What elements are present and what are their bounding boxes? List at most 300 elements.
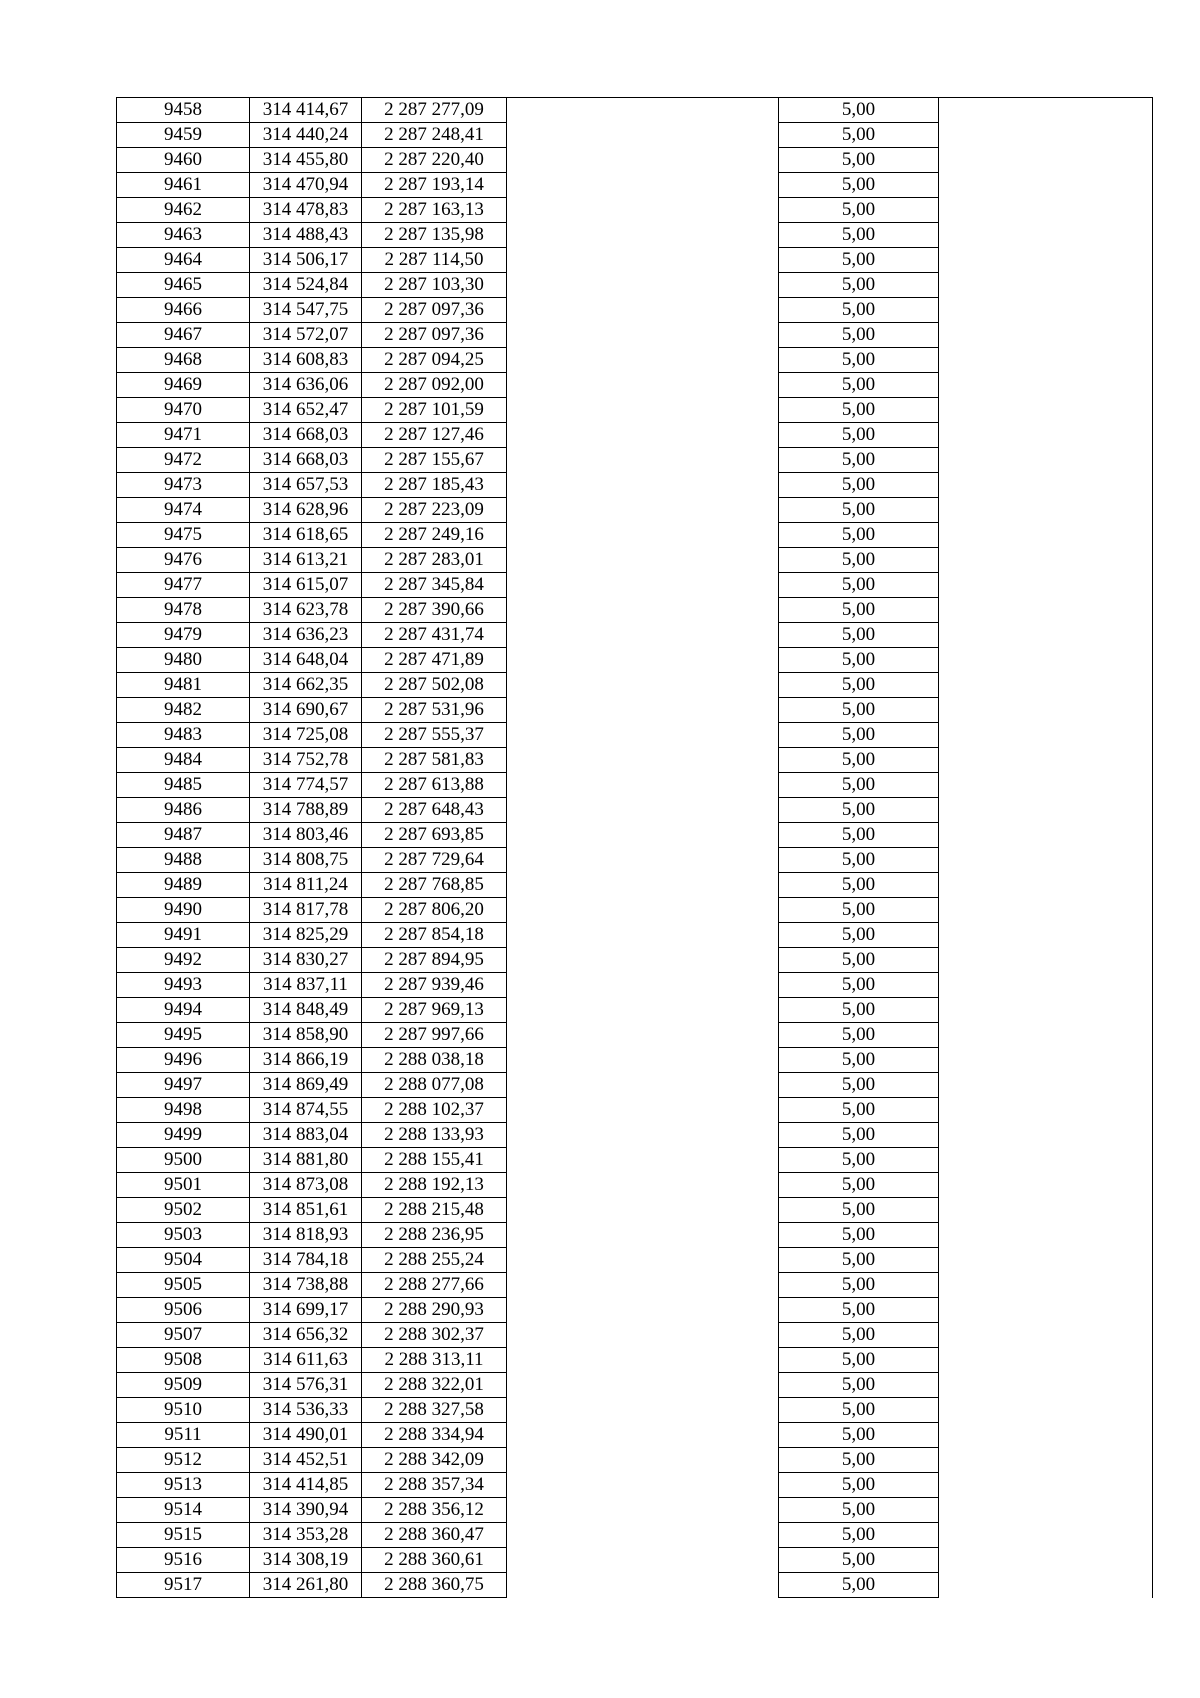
- table-row: [117, 223, 1153, 248]
- x-coordinate-cell: 314 636,06: [250, 373, 362, 398]
- blank-cell: [939, 1223, 1153, 1248]
- table-row: [117, 598, 1153, 623]
- blank-cell: [507, 973, 779, 998]
- blank-cell: [507, 948, 779, 973]
- table-row: [117, 248, 1153, 273]
- blank-cell: [939, 873, 1153, 898]
- point-number-cell: 9497: [117, 1073, 250, 1098]
- blank-cell: [507, 1173, 779, 1198]
- y-coordinate-cell: 2 288 334,94: [362, 1423, 507, 1448]
- point-number-cell: 9491: [117, 923, 250, 948]
- y-coordinate-cell: 2 288 360,61: [362, 1548, 507, 1573]
- blank-cell: [507, 1273, 779, 1298]
- x-coordinate-cell: 314 851,61: [250, 1198, 362, 1223]
- blank-cell: [507, 498, 779, 523]
- error-value-cell: 5,00: [779, 1098, 939, 1123]
- error-value-cell: 5,00: [779, 173, 939, 198]
- error-value-cell: 5,00: [779, 1523, 939, 1548]
- y-coordinate-cell: 2 288 322,01: [362, 1373, 507, 1398]
- table-row: [117, 848, 1153, 873]
- blank-cell: [507, 873, 779, 898]
- table-row: [117, 723, 1153, 748]
- blank-cell: [507, 723, 779, 748]
- blank-cell: [939, 548, 1153, 573]
- point-number-cell: 9501: [117, 1173, 250, 1198]
- table-row: [117, 1373, 1153, 1398]
- error-value-cell: 5,00: [779, 1048, 939, 1073]
- blank-cell: [939, 298, 1153, 323]
- table-row: [117, 1423, 1153, 1448]
- error-value-cell: 5,00: [779, 148, 939, 173]
- error-value-cell: 5,00: [779, 948, 939, 973]
- table-row: [117, 923, 1153, 948]
- error-value-cell: 5,00: [779, 798, 939, 823]
- x-coordinate-cell: 314 738,88: [250, 1273, 362, 1298]
- blank-cell: [939, 723, 1153, 748]
- blank-cell: [507, 1223, 779, 1248]
- blank-cell: [939, 823, 1153, 848]
- y-coordinate-cell: 2 287 223,09: [362, 498, 507, 523]
- error-value-cell: 5,00: [779, 823, 939, 848]
- x-coordinate-cell: 314 883,04: [250, 1123, 362, 1148]
- table-row: [117, 148, 1153, 173]
- table-row: [117, 1248, 1153, 1273]
- error-value-cell: 5,00: [779, 473, 939, 498]
- x-coordinate-cell: 314 547,75: [250, 298, 362, 323]
- error-value-cell: 5,00: [779, 873, 939, 898]
- error-value-cell: 5,00: [779, 1298, 939, 1323]
- table-row: [117, 573, 1153, 598]
- table-row: [117, 1023, 1153, 1048]
- blank-cell: [939, 498, 1153, 523]
- blank-cell: [939, 1198, 1153, 1223]
- point-number-cell: 9500: [117, 1148, 250, 1173]
- table-row: [117, 198, 1153, 223]
- blank-cell: [507, 1098, 779, 1123]
- point-number-cell: 9509: [117, 1373, 250, 1398]
- blank-cell: [507, 1523, 779, 1548]
- x-coordinate-cell: 314 874,55: [250, 1098, 362, 1123]
- blank-cell: [939, 1148, 1153, 1173]
- error-value-cell: 5,00: [779, 298, 939, 323]
- table-row: [117, 1523, 1153, 1548]
- point-number-cell: 9479: [117, 623, 250, 648]
- table-row: [117, 1173, 1153, 1198]
- blank-cell: [939, 1248, 1153, 1273]
- point-number-cell: 9468: [117, 348, 250, 373]
- table-row: [117, 98, 1153, 123]
- table-row: [117, 648, 1153, 673]
- x-coordinate-cell: 314 611,63: [250, 1348, 362, 1373]
- x-coordinate-cell: 314 572,07: [250, 323, 362, 348]
- x-coordinate-cell: 314 784,18: [250, 1248, 362, 1273]
- error-value-cell: 5,00: [779, 923, 939, 948]
- table-row: [117, 1498, 1153, 1523]
- error-value-cell: 5,00: [779, 1548, 939, 1573]
- blank-cell: [939, 773, 1153, 798]
- point-number-cell: 9485: [117, 773, 250, 798]
- point-number-cell: 9481: [117, 673, 250, 698]
- y-coordinate-cell: 2 287 555,37: [362, 723, 507, 748]
- blank-cell: [939, 848, 1153, 873]
- table-row: [117, 1198, 1153, 1223]
- y-coordinate-cell: 2 287 193,14: [362, 173, 507, 198]
- x-coordinate-cell: 314 808,75: [250, 848, 362, 873]
- point-number-cell: 9467: [117, 323, 250, 348]
- x-coordinate-cell: 314 636,23: [250, 623, 362, 648]
- point-number-cell: 9474: [117, 498, 250, 523]
- y-coordinate-cell: 2 287 135,98: [362, 223, 507, 248]
- point-number-cell: 9473: [117, 473, 250, 498]
- blank-cell: [507, 548, 779, 573]
- point-number-cell: 9505: [117, 1273, 250, 1298]
- blank-cell: [507, 748, 779, 773]
- blank-cell: [507, 1423, 779, 1448]
- y-coordinate-cell: 2 287 894,95: [362, 948, 507, 973]
- point-number-cell: 9470: [117, 398, 250, 423]
- x-coordinate-cell: 314 308,19: [250, 1548, 362, 1573]
- blank-cell: [507, 1473, 779, 1498]
- blank-cell: [507, 298, 779, 323]
- error-value-cell: 5,00: [779, 1073, 939, 1098]
- point-number-cell: 9463: [117, 223, 250, 248]
- table-row: [117, 1448, 1153, 1473]
- y-coordinate-cell: 2 287 094,25: [362, 348, 507, 373]
- error-value-cell: 5,00: [779, 323, 939, 348]
- point-number-cell: 9487: [117, 823, 250, 848]
- y-coordinate-cell: 2 287 155,67: [362, 448, 507, 473]
- point-number-cell: 9459: [117, 123, 250, 148]
- blank-cell: [939, 748, 1153, 773]
- blank-cell: [507, 248, 779, 273]
- table-row: [117, 1048, 1153, 1073]
- error-value-cell: 5,00: [779, 448, 939, 473]
- y-coordinate-cell: 2 287 471,89: [362, 648, 507, 673]
- error-value-cell: 5,00: [779, 1423, 939, 1448]
- blank-cell: [939, 98, 1153, 123]
- y-coordinate-cell: 2 288 102,37: [362, 1098, 507, 1123]
- point-number-cell: 9499: [117, 1123, 250, 1148]
- blank-cell: [939, 1498, 1153, 1523]
- point-number-cell: 9506: [117, 1298, 250, 1323]
- y-coordinate-cell: 2 287 103,30: [362, 273, 507, 298]
- y-coordinate-cell: 2 288 077,08: [362, 1073, 507, 1098]
- blank-cell: [939, 1373, 1153, 1398]
- blank-cell: [507, 898, 779, 923]
- blank-cell: [507, 1298, 779, 1323]
- y-coordinate-cell: 2 288 302,37: [362, 1323, 507, 1348]
- blank-cell: [507, 1548, 779, 1573]
- y-coordinate-cell: 2 287 648,43: [362, 798, 507, 823]
- point-number-cell: 9514: [117, 1498, 250, 1523]
- error-value-cell: 5,00: [779, 648, 939, 673]
- error-value-cell: 5,00: [779, 1023, 939, 1048]
- y-coordinate-cell: 2 287 768,85: [362, 873, 507, 898]
- x-coordinate-cell: 314 873,08: [250, 1173, 362, 1198]
- error-value-cell: 5,00: [779, 1473, 939, 1498]
- table-row: [117, 1573, 1153, 1598]
- table-row: [117, 323, 1153, 348]
- blank-cell: [939, 1298, 1153, 1323]
- table-row: [117, 1548, 1153, 1573]
- point-number-cell: 9489: [117, 873, 250, 898]
- error-value-cell: 5,00: [779, 898, 939, 923]
- y-coordinate-cell: 2 288 356,12: [362, 1498, 507, 1523]
- x-coordinate-cell: 314 490,01: [250, 1423, 362, 1448]
- point-number-cell: 9488: [117, 848, 250, 873]
- point-number-cell: 9492: [117, 948, 250, 973]
- point-number-cell: 9495: [117, 1023, 250, 1048]
- blank-cell: [507, 1148, 779, 1173]
- table-row: [117, 123, 1153, 148]
- y-coordinate-cell: 2 287 114,50: [362, 248, 507, 273]
- blank-cell: [507, 1348, 779, 1373]
- blank-cell: [507, 223, 779, 248]
- error-value-cell: 5,00: [779, 698, 939, 723]
- y-coordinate-cell: 2 288 255,24: [362, 1248, 507, 1273]
- blank-cell: [939, 623, 1153, 648]
- blank-cell: [507, 623, 779, 648]
- y-coordinate-cell: 2 287 693,85: [362, 823, 507, 848]
- blank-cell: [507, 448, 779, 473]
- blank-cell: [939, 998, 1153, 1023]
- table-row: [117, 973, 1153, 998]
- x-coordinate-cell: 314 699,17: [250, 1298, 362, 1323]
- point-number-cell: 9502: [117, 1198, 250, 1223]
- table-row: [117, 523, 1153, 548]
- table-row: [117, 1123, 1153, 1148]
- x-coordinate-cell: 314 866,19: [250, 1048, 362, 1073]
- error-value-cell: 5,00: [779, 1198, 939, 1223]
- error-value-cell: 5,00: [779, 623, 939, 648]
- point-number-cell: 9469: [117, 373, 250, 398]
- point-number-cell: 9490: [117, 898, 250, 923]
- y-coordinate-cell: 2 287 092,00: [362, 373, 507, 398]
- blank-cell: [939, 898, 1153, 923]
- x-coordinate-cell: 314 628,96: [250, 498, 362, 523]
- x-coordinate-cell: 314 455,80: [250, 148, 362, 173]
- error-value-cell: 5,00: [779, 998, 939, 1023]
- blank-cell: [507, 1248, 779, 1273]
- error-value-cell: 5,00: [779, 1173, 939, 1198]
- blank-cell: [939, 1348, 1153, 1373]
- error-value-cell: 5,00: [779, 1273, 939, 1298]
- blank-cell: [939, 673, 1153, 698]
- point-number-cell: 9483: [117, 723, 250, 748]
- x-coordinate-cell: 314 881,80: [250, 1148, 362, 1173]
- x-coordinate-cell: 314 690,67: [250, 698, 362, 723]
- blank-cell: [507, 1498, 779, 1523]
- y-coordinate-cell: 2 288 155,41: [362, 1148, 507, 1173]
- point-number-cell: 9477: [117, 573, 250, 598]
- blank-cell: [939, 1173, 1153, 1198]
- blank-cell: [507, 273, 779, 298]
- error-value-cell: 5,00: [779, 1398, 939, 1423]
- blank-cell: [507, 998, 779, 1023]
- y-coordinate-cell: 2 287 729,64: [362, 848, 507, 873]
- error-value-cell: 5,00: [779, 573, 939, 598]
- point-number-cell: 9460: [117, 148, 250, 173]
- blank-cell: [939, 1023, 1153, 1048]
- table-row: [117, 398, 1153, 423]
- x-coordinate-cell: 314 478,83: [250, 198, 362, 223]
- x-coordinate-cell: 314 613,21: [250, 548, 362, 573]
- x-coordinate-cell: 314 662,35: [250, 673, 362, 698]
- point-number-cell: 9512: [117, 1448, 250, 1473]
- y-coordinate-cell: 2 288 215,48: [362, 1198, 507, 1223]
- error-value-cell: 5,00: [779, 248, 939, 273]
- x-coordinate-cell: 314 608,83: [250, 348, 362, 373]
- error-value-cell: 5,00: [779, 198, 939, 223]
- y-coordinate-cell: 2 287 581,83: [362, 748, 507, 773]
- y-coordinate-cell: 2 288 290,93: [362, 1298, 507, 1323]
- x-coordinate-cell: 314 788,89: [250, 798, 362, 823]
- blank-cell: [939, 348, 1153, 373]
- blank-cell: [507, 673, 779, 698]
- y-coordinate-cell: 2 287 220,40: [362, 148, 507, 173]
- blank-cell: [939, 1098, 1153, 1123]
- y-coordinate-cell: 2 287 248,41: [362, 123, 507, 148]
- x-coordinate-cell: 314 440,24: [250, 123, 362, 148]
- y-coordinate-cell: 2 288 360,75: [362, 1573, 507, 1598]
- blank-cell: [939, 273, 1153, 298]
- table-row: [117, 298, 1153, 323]
- blank-cell: [939, 1323, 1153, 1348]
- blank-cell: [939, 973, 1153, 998]
- y-coordinate-cell: 2 287 101,59: [362, 398, 507, 423]
- y-coordinate-cell: 2 287 249,16: [362, 523, 507, 548]
- y-coordinate-cell: 2 288 357,34: [362, 1473, 507, 1498]
- point-number-cell: 9503: [117, 1223, 250, 1248]
- y-coordinate-cell: 2 287 345,84: [362, 573, 507, 598]
- error-value-cell: 5,00: [779, 1248, 939, 1273]
- x-coordinate-cell: 314 652,47: [250, 398, 362, 423]
- y-coordinate-cell: 2 287 997,66: [362, 1023, 507, 1048]
- blank-cell: [507, 573, 779, 598]
- table-row: [117, 698, 1153, 723]
- x-coordinate-cell: 314 817,78: [250, 898, 362, 923]
- x-coordinate-cell: 314 803,46: [250, 823, 362, 848]
- x-coordinate-cell: 314 353,28: [250, 1523, 362, 1548]
- table-row: [117, 748, 1153, 773]
- blank-cell: [507, 523, 779, 548]
- point-number-cell: 9507: [117, 1323, 250, 1348]
- table-row: [117, 1073, 1153, 1098]
- blank-cell: [507, 148, 779, 173]
- error-value-cell: 5,00: [779, 398, 939, 423]
- point-number-cell: 9471: [117, 423, 250, 448]
- blank-cell: [939, 698, 1153, 723]
- x-coordinate-cell: 314 618,65: [250, 523, 362, 548]
- table-row: [117, 348, 1153, 373]
- x-coordinate-cell: 314 524,84: [250, 273, 362, 298]
- point-number-cell: 9486: [117, 798, 250, 823]
- point-number-cell: 9517: [117, 1573, 250, 1598]
- blank-cell: [939, 398, 1153, 423]
- error-value-cell: 5,00: [779, 673, 939, 698]
- table-row: [117, 473, 1153, 498]
- point-number-cell: 9476: [117, 548, 250, 573]
- blank-cell: [507, 848, 779, 873]
- y-coordinate-cell: 2 287 939,46: [362, 973, 507, 998]
- y-coordinate-cell: 2 288 133,93: [362, 1123, 507, 1148]
- table-row: [117, 823, 1153, 848]
- blank-cell: [507, 198, 779, 223]
- error-value-cell: 5,00: [779, 1373, 939, 1398]
- x-coordinate-cell: 314 818,93: [250, 1223, 362, 1248]
- blank-cell: [507, 1048, 779, 1073]
- x-coordinate-cell: 314 837,11: [250, 973, 362, 998]
- blank-cell: [939, 223, 1153, 248]
- x-coordinate-cell: 314 488,43: [250, 223, 362, 248]
- error-value-cell: 5,00: [779, 223, 939, 248]
- y-coordinate-cell: 2 287 185,43: [362, 473, 507, 498]
- y-coordinate-cell: 2 288 327,58: [362, 1398, 507, 1423]
- table-row: [117, 1323, 1153, 1348]
- blank-cell: [507, 598, 779, 623]
- y-coordinate-cell: 2 287 806,20: [362, 898, 507, 923]
- x-coordinate-cell: 314 869,49: [250, 1073, 362, 1098]
- error-value-cell: 5,00: [779, 98, 939, 123]
- table-row: [117, 423, 1153, 448]
- y-coordinate-cell: 2 287 163,13: [362, 198, 507, 223]
- blank-cell: [939, 473, 1153, 498]
- blank-cell: [507, 1398, 779, 1423]
- table-row: [117, 173, 1153, 198]
- x-coordinate-cell: 314 623,78: [250, 598, 362, 623]
- table-row: [117, 498, 1153, 523]
- error-value-cell: 5,00: [779, 498, 939, 523]
- error-value-cell: 5,00: [779, 1348, 939, 1373]
- blank-cell: [507, 398, 779, 423]
- coordinates-table: [116, 97, 1153, 1598]
- y-coordinate-cell: 2 288 192,13: [362, 1173, 507, 1198]
- blank-cell: [939, 948, 1153, 973]
- point-number-cell: 9464: [117, 248, 250, 273]
- point-number-cell: 9498: [117, 1098, 250, 1123]
- blank-cell: [939, 123, 1153, 148]
- error-value-cell: 5,00: [779, 523, 939, 548]
- blank-cell: [939, 1473, 1153, 1498]
- x-coordinate-cell: 314 774,57: [250, 773, 362, 798]
- x-coordinate-cell: 314 725,08: [250, 723, 362, 748]
- y-coordinate-cell: 2 287 531,96: [362, 698, 507, 723]
- table-row: [117, 1298, 1153, 1323]
- blank-cell: [939, 148, 1153, 173]
- y-coordinate-cell: 2 287 969,13: [362, 998, 507, 1023]
- blank-cell: [939, 923, 1153, 948]
- point-number-cell: 9466: [117, 298, 250, 323]
- point-number-cell: 9465: [117, 273, 250, 298]
- blank-cell: [939, 1423, 1153, 1448]
- y-coordinate-cell: 2 287 431,74: [362, 623, 507, 648]
- y-coordinate-cell: 2 287 283,01: [362, 548, 507, 573]
- blank-cell: [939, 448, 1153, 473]
- table-row: [117, 548, 1153, 573]
- blank-cell: [507, 648, 779, 673]
- point-number-cell: 9511: [117, 1423, 250, 1448]
- blank-cell: [939, 423, 1153, 448]
- x-coordinate-cell: 314 825,29: [250, 923, 362, 948]
- error-value-cell: 5,00: [779, 423, 939, 448]
- blank-cell: [507, 373, 779, 398]
- error-value-cell: 5,00: [779, 373, 939, 398]
- point-number-cell: 9496: [117, 1048, 250, 1073]
- blank-cell: [939, 1073, 1153, 1098]
- blank-cell: [507, 423, 779, 448]
- table-row: [117, 1098, 1153, 1123]
- y-coordinate-cell: 2 287 502,08: [362, 673, 507, 698]
